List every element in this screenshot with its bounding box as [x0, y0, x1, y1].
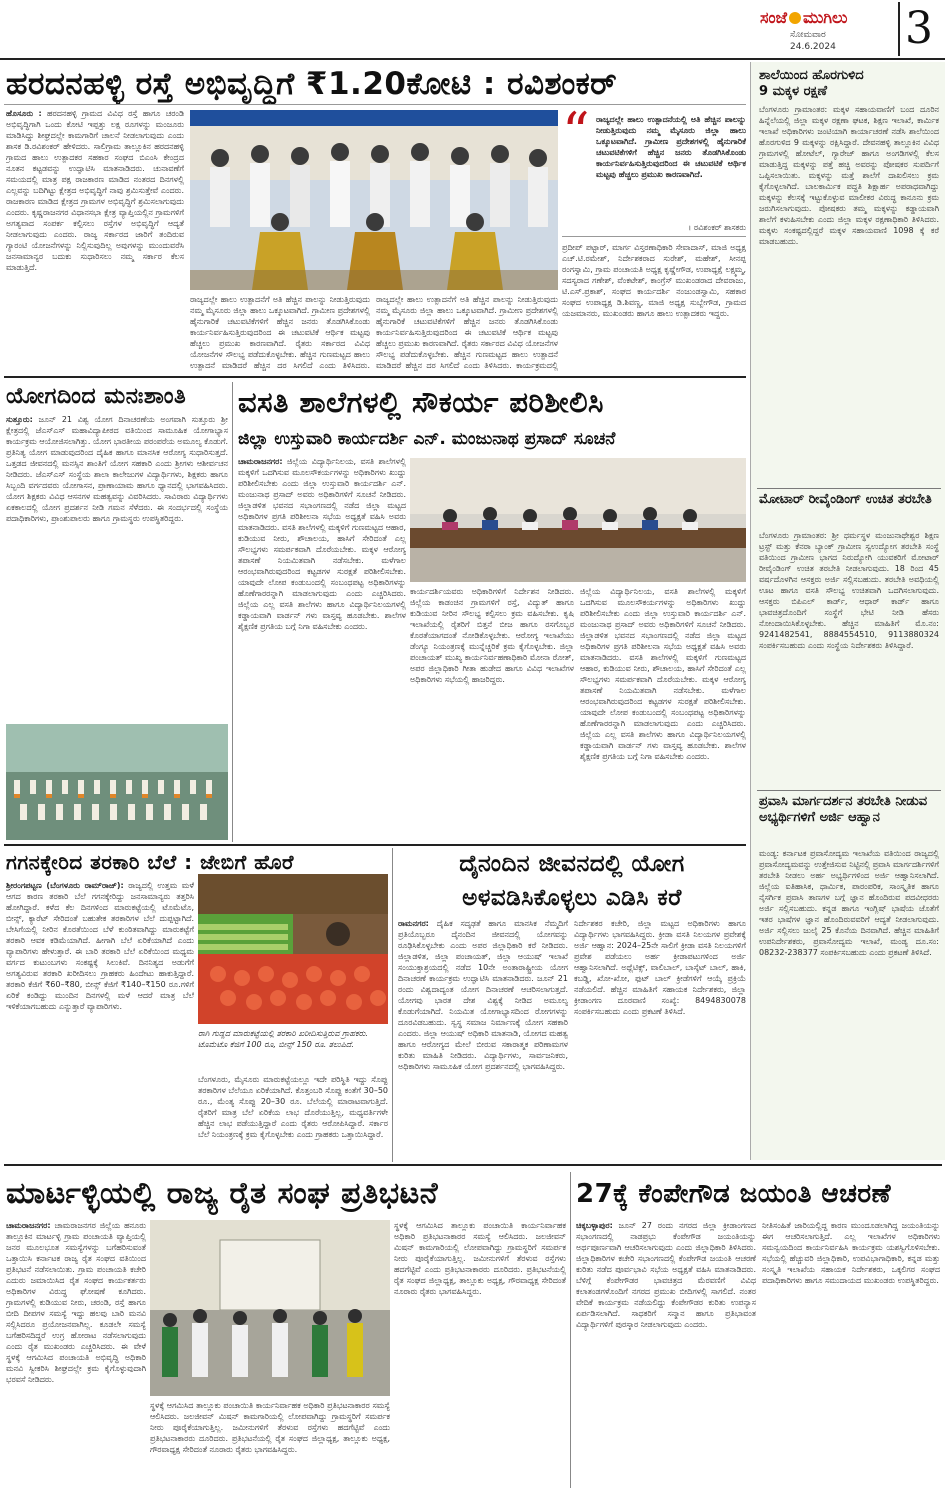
- protest-body-text: ಚಾಮರಾಜನಗರ ಜಿಲ್ಲೆಯ ಹನೂರು ತಾಲ್ಲೂಕಿನ ಮಾರ್ಟಳ್ಳಿ ಗ್ರಾಮ ಪಂಚಾಯತಿ ವ್ಯಾಪ್ತಿಯಲ್ಲಿ ಜನರ ಮೂಲಭೂತ ಸಮಸ್ಯೆಗಳನ್ನು ಬಗೆಹರಿಸುವಂತೆ ಒತ್ತಾಯಿಸಿ ಕರ್ನಾಟಕ ರಾಜ್ಯ ರೈತ ಸಂಘದ ವತಿಯಿಂದ ಪ್ರತಿಭಟನೆ ನಡೆಸಲಾಯಿತು. ಗ್ರಾಮ ಪಂಚಾಯತಿ ಕಚೇರಿ ಎದುರು ಜಮಾಯಿಸಿದ ರೈತ ಸಂಘದ ಕಾರ್ಯಕರ್ತರು ಅಧಿಕಾರಿಗಳ ವಿರುದ್ಧ ಘೋಷಣೆ ಕೂಗಿದರು. ಗ್ರಾಮಗಳಲ್ಲಿ ಕುಡಿಯುವ ನೀರು, ಚರಂಡಿ, ರಸ್ತೆ ಹಾಗೂ ಬೀದಿ ದೀಪಗಳ ಸಮಸ್ಯೆ ಇದ್ದು ಹಲವು ಬಾರಿ ಮನವಿ ಸಲ್ಲಿಸಿದರೂ ಪ್ರಯೋಜನವಾಗಿಲ್ಲ. ಕೂಡಲೇ ಸಮಸ್ಯೆ ಬಗೆಹರಿಸದಿದ್ದರೆ ಉಗ್ರ ಹೋರಾಟ ನಡೆಸಲಾಗುವುದು ಎಂದು ರೈತ ಮುಖಂಡರು ಎಚ್ಚರಿಸಿದರು. ಈ ವೇಳೆ ಸ್ಥಳಕ್ಕೆ ಆಗಮಿಸಿದ ಪಂಚಾಯತಿ ಅಭಿವೃದ್ಧಿ ಅಧಿಕಾರಿ ಮನವಿ ಸ್ವೀಕರಿಸಿ ಶೀಘ್ರದಲ್ಲೇ ಕ್ರಮ ಕೈಗೊಳ್ಳುವುದಾಗಿ ಭರವಸೆ ನೀಡಿದರು.: [6, 1221, 146, 1384]
- protest-body-2: ಸ್ಥಳಕ್ಕೆ ಆಗಮಿಸಿದ ತಾಲ್ಲೂಕು ಪಂಚಾಯಿತಿ ಕಾರ್ಯನಿರ್ವಾಹಕ ಅಧಿಕಾರಿ ಪ್ರತಿಭಟನಾಕಾರರ ಸಮಸ್ಯೆ ಆಲಿಸಿದರು. ಜಲಜೀವನ್ ಮಿಷನ್ ಕಾಮಗಾರಿಯಲ್ಲಿ ಲೋಪವಾಗಿದ್ದು ಗ್ರಾಮಸ್ಥರಿಗೆ ಸಮರ್ಪಕ ನೀರು ಪೂರೈಕೆಯಾಗುತ್ತಿಲ್ಲ. ಜಮೀನುಗಳಿಗೆ ತೆರಳುವ ರಸ್ತೆಗಳು ಹದಗೆಟ್ಟಿವೆ ಎಂದು ಪ್ರತಿಭಟನಾಕಾರರು ದೂರಿದರು. ಪ್ರತಿಭಟನೆಯಲ್ಲಿ ರೈತ ಸಂಘದ ಜಿಲ್ಲಾಧ್ಯಕ್ಷ, ತಾಲ್ಲೂಕು ಅಧ್ಯಕ್ಷ, ಗೌರವಾಧ್ಯಕ್ಷ ಸೇರಿದಂತೆ ನೂರಾರು ರೈತರು ಭಾಗವಹಿಸಿದ್ದರು.: [150, 1401, 390, 1454]
- divider: [757, 790, 941, 791]
- vegetables-body-text: ರಾಜ್ಯದಲ್ಲಿ ಉತ್ತಮ ಮಳೆ ಆಗದ ಕಾರಣ ತರಕಾರಿ ಬೆಲೆ ಗಗನಕ್ಕೇರಿದ್ದು ಜನಸಾಮಾನ್ಯರು ತತ್ತರಿಸಿ ಹೋಗಿದ್ದಾರೆ. ಕಳೆದ ಕೆಲ ದಿನಗಳಿಂದ ಮಾರುಕಟ್ಟೆಯಲ್ಲಿ ಟೊಮೆಟೊ, ಬೀನ್ಸ್, ಕ್ಯಾರೆಟ್ ಸೇರಿದಂತೆ ಬಹುತೇಕ ತರಕಾರಿಗಳ ಬೆಲೆ ದುಪ್ಪಟ್ಟಾಗಿದೆ. ಬೇಸಿಗೆಯಲ್ಲಿ ನೀರಿನ ಕೊರತೆಯಿಂದ ಬೆಳೆ ಕುಂಠಿತವಾಗಿದ್ದು ಮಾರುಕಟ್ಟೆಗೆ ತರಕಾರಿ ಆವಕ ಕಡಿಮೆಯಾಗಿದೆ. ಹೀಗಾಗಿ ಬೆಲೆ ಏರಿಕೆಯಾಗಿದೆ ಎಂದು ವ್ಯಾಪಾರಿಗಳು ಹೇಳುತ್ತಾರೆ. ಈ ಬಾರಿ ತರಕಾರಿ ಬೆಲೆ ಏರಿಕೆಯಿಂದ ಮಧ್ಯಮ ವರ್ಗದ ಕುಟುಂಬಗಳು ಸಂಕಷ್ಟಕ್ಕೆ ಸಿಲುಕಿವೆ. ದಿನನಿತ್ಯದ ಅಡುಗೆಗೆ ಅಗತ್ಯವಿರುವ ತರಕಾರಿ ಖರೀದಿಸಲು ಗ್ರಾಹಕರು ಹಿಂದೇಟು ಹಾಕುತ್ತಿದ್ದಾರೆ. ತರಕಾರಿ ಕೆಜಿಗೆ ₹60–₹80, ಬೀನ್ಸ್ ಕೆಜಿಗೆ ₹140–₹150 ರೂ.ಗಳಿಗೆ ಏರಿಕೆ ಕಂಡಿದ್ದು ಮುಂದಿನ ದಿನಗಳಲ್ಲಿ ಮಳೆ ಆದರೆ ಮಾತ್ರ ಬೆಲೆ ಇಳಿಕೆಯಾಗಬಹುದು ಎನ್ನುತ್ತಾರೆ ವ್ಯಾಪಾರಿಗಳು.: [6, 881, 194, 1011]
- kempegowda-dateline: ಚಿಕ್ಕಬಳ್ಳಾಪುರ:: [576, 1221, 613, 1230]
- quote-icon: “: [562, 110, 590, 164]
- hostel-body-col2: ಕಾರ್ಯದರ್ಶಿಯವರು ಅಧಿಕಾರಿಗಳಿಗೆ ನಿರ್ದೇಶನ ನೀಡಿದರು. ಜಿಲ್ಲೆಯ ಕಾಡಂಚಿನ ಗ್ರಾಮಗಳಿಗೆ ರಸ್ತೆ, ವಿದ್ಯುತ್ ಹಾಗೂ ಕುಡಿಯುವ ನೀರಿನ ಸೌಲಭ್ಯ ಕಲ್ಪಿಸಲು ಕ್ರಮ ವಹಿಸಬೇಕು. ಕೃಷಿ ಇಲಾಖೆಯಲ್ಲಿ ರೈತರಿಗೆ ಬಿತ್ತನೆ ಬೀಜ ಹಾಗೂ ರಸಗೊಬ್ಬರ ಕೊರತೆಯಾಗದಂತೆ ನೋಡಿಕೊಳ್ಳಬೇಕು. ಆರೋಗ್ಯ ಇಲಾಖೆಯು ಡೆಂಗ್ಯೂ ನಿಯಂತ್ರಣಕ್ಕೆ ಮುನ್ನೆಚ್ಚರಿಕೆ ಕ್ರಮ ಕೈಗೊಳ್ಳಬೇಕು. ಜಿಲ್ಲಾ ಪಂಚಾಯತ್ ಮುಖ್ಯ ಕಾರ್ಯನಿರ್ವಹಣಾಧಿಕಾರಿ ಮೋನಾ ರೋತ್, ಅಪರ ಜಿಲ್ಲಾಧಿಕಾರಿ ಗೀತಾ ಹುಡೇದ ಹಾಗೂ ವಿವಿಧ ಇಲಾಖೆಗಳ ಅಧಿಕಾರಿಗಳು ಸಭೆಯಲ್ಲಿ ಹಾಜರಿದ್ದರು.: [410, 587, 574, 684]
- yoga-peace-dateline: ಸುತ್ತೂರು:: [6, 415, 33, 424]
- sidebar-headline-3: ಪ್ರವಾಸಿ ಮಾರ್ಗದರ್ಶನ ತರಬೇತಿ ನೀಡುವ ಅಭ್ಯರ್ಥಿಗಳಿಗೆ ಅರ್ಜಿ ಆಹ್ವಾನ: [759, 794, 928, 825]
- kempegowda-headline: 27ಕ್ಕೆ ಕೆಂಪೇಗೌಡ ಜಯಂತಿ ಆಚರಣೆ: [576, 1179, 892, 1209]
- vegetables-body: [6, 880, 194, 1160]
- kempegowda-body-text: ಜೂನ್ 27 ರಂದು ನಗರದ ಜಿಲ್ಲಾ ಕ್ರೀಡಾಂಗಣದ ಸಭಾಂಗಣದಲ್ಲಿ ನಾಡಪ್ರಭು ಕೆಂಪೇಗೌಡ ಜಯಂತಿಯನ್ನು ಅರ್ಥಪೂರ್ಣವಾಗಿ ಆಚರಿಸಲಾಗುವುದು ಎಂದು ಜಿಲ್ಲಾಧಿಕಾರಿ ತಿಳಿಸಿದರು. ಜಿಲ್ಲಾಧಿಕಾರಿಗಳ ಕಚೇರಿ ಸಭಾಂಗಣದಲ್ಲಿ ಕೆಂಪೇಗೌಡ ಜಯಂತಿ ಆಚರಣೆ ಕುರಿತು ನಡೆದ ಪೂರ್ವಭಾವಿ ಸಭೆಯ ಅಧ್ಯಕ್ಷತೆ ವಹಿಸಿ ಮಾತನಾಡಿದರು. ಬೆಳಿಗ್ಗೆ ಕೆಂಪೇಗೌಡರ ಭಾವಚಿತ್ರದ ಮೆರವಣಿಗೆ ವಿವಿಧ ಕಲಾತಂಡಗಳೊಂದಿಗೆ ನಗರದ ಪ್ರಮುಖ ಬೀದಿಗಳಲ್ಲಿ ಸಾಗಲಿದೆ. ನಂತರ ವೇದಿಕೆ ಕಾರ್ಯಕ್ರಮ ನಡೆಯಲಿದ್ದು ಕೆಂಪೇಗೌಡರ ಕುರಿತು ಉಪನ್ಯಾಸ ಏರ್ಪಡಿಸಲಾಗಿದೆ. ಸಾಧಕರಿಗೆ ಸನ್ಮಾನ ಹಾಗೂ ಪ್ರತಿಭಾವಂತ ವಿದ್ಯಾರ್ಥಿಗಳಿಗೆ ಪುರಸ್ಕಾರ ನೀಡಲಾಗುವುದು ಎಂದರು.: [576, 1221, 756, 1329]
- divider: [562, 236, 746, 237]
- road-col3: ಪ್ರದೀಪ್ ಪಟ್ಟಾರ್, ಮಾರ್ಗ ವಿಸ್ತರಣಾಧಿಕಾರಿ ಸೇವಾದಾಸ್, ಮಾಜಿ ಅಧ್ಯಕ್ಷ ಎಚ್.ಟಿ.ರಮೇಶ್, ನಿರ್ದೇಶಕರಾದ ಸುರೇಶ್, ಮಹೇಶ್, ಸೀನಪ್ಪ ರಂಗಸ್ವಾಮಿ, ಗ್ರಾಮ ಪಂಚಾಯತಿ ಅಧ್ಯಕ್ಷ ಕೃಷ್ಣೇಗೌಡ, ಉಪಾಧ್ಯಕ್ಷೆ ಲಕ್ಷ್ಮಮ್ಮ, ಸದಸ್ಯರಾದ ಗಣೇಶ್, ವೆಂಕಟೇಶ್, ಕಾಂಗ್ರೆಸ್ ಮುಖಂಡರಾದ ದೇವರಾಜು, ಟಿ.ಎಸ್.ಪ್ರಕಾಶ್, ಸಂಘದ ಕಾರ್ಯದರ್ಶಿ ನಂಜುಂಡಸ್ವಾಮಿ, ಸಹಕಾರ ಸಂಘದ ಉಪಾಧ್ಯಕ್ಷ ಡಿ.ಶಿವಣ್ಣ, ಮಾಜಿ ಅಧ್ಯಕ್ಷ ಸುಬ್ಬೇಗೌಡ, ಗ್ರಾಮದ ಯಜಮಾನರು, ಮುಖಂಡರು ಹಾಗೂ ಹಾಲು ಉತ್ಪಾದಕರು ಇದ್ದರು.: [562, 243, 746, 318]
- newspaper-logo: [760, 8, 890, 30]
- vegetables-photo: [198, 874, 388, 1024]
- protest-headline: ಮಾರ್ಟಳ್ಳಿಯಲ್ಲಿ ರಾಜ್ಯ ರೈತ ಸಂಘ ಪ್ರತಿಭಟನೆ: [6, 1176, 439, 1211]
- meeting-illustration: [410, 458, 746, 582]
- sidebar-body-1: ಬೆಂಗಳೂರು ಗ್ರಾಮಾಂತರ: ಮಕ್ಕಳ ಸಹಾಯವಾಣಿಗೆ ಬಂದ ದೂರಿನ ಹಿನ್ನೆಲೆಯಲ್ಲಿ ಜಿಲ್ಲಾ ಮಕ್ಕಳ ರಕ್ಷಣಾ ಘಟಕ, ಶಿಕ್ಷಣ ಇಲಾಖೆ, ಕಾರ್ಮಿಕ ಇಲಾಖೆ ಅಧಿಕಾರಿಗಳು ಜಂಟಿಯಾಗಿ ಕಾರ್ಯಾಚರಣೆ ನಡೆಸಿ ಶಾಲೆಯಿಂದ ಹೊರಗುಳಿದ 9 ಮಕ್ಕಳನ್ನು ರಕ್ಷಿಸಿದ್ದಾರೆ. ದೇವನಹಳ್ಳಿ ತಾಲ್ಲೂಕಿನ ವಿವಿಧ ಗ್ರಾಮಗಳಲ್ಲಿ ಹೋಟೆಲ್, ಗ್ಯಾರೇಜ್ ಹಾಗೂ ಅಂಗಡಿಗಳಲ್ಲಿ ಕೆಲಸ ಮಾಡುತ್ತಿದ್ದ ಮಕ್ಕಳನ್ನು ಪತ್ತೆ ಹಚ್ಚಿ ಅವರನ್ನು ಪೋಷಕರ ಸುಪರ್ದಿಗೆ ಒಪ್ಪಿಸಲಾಯಿತು. ಮಕ್ಕಳನ್ನು ಮತ್ತೆ ಶಾಲೆಗೆ ದಾಖಲಿಸಲು ಕ್ರಮ ಕೈಗೊಳ್ಳಲಾಗಿದೆ. ಬಾಲಕಾರ್ಮಿಕ ಪದ್ಧತಿ ಶಿಕ್ಷಾರ್ಹ ಅಪರಾಧವಾಗಿದ್ದು ಮಕ್ಕಳನ್ನು ಕೆಲಸಕ್ಕೆ ಇಟ್ಟುಕೊಳ್ಳುವ ಮಾಲೀಕರ ವಿರುದ್ಧ ಕಾನೂನು ಕ್ರಮ ಜರುಗಿಸಲಾಗುವುದು. ಪೋಷಕರು ತಮ್ಮ ಮಕ್ಕಳನ್ನು ಕಡ್ಡಾಯವಾಗಿ ಶಾಲೆಗೆ ಕಳುಹಿಸಬೇಕು ಎಂದು ಜಿಲ್ಲಾ ಮಕ್ಕಳ ರಕ್ಷಣಾಧಿಕಾರಿ ತಿಳಿಸಿದರು. ಮಕ್ಕಳು ಸಂಕಷ್ಟದಲ್ಲಿದ್ದರೆ ಮಕ್ಕಳ ಸಹಾಯವಾಣಿ 1098 ಕ್ಕೆ ಕರೆ ಮಾಡಬಹುದು.: [759, 105, 939, 246]
- vegetables-dateline: ಶ್ರೀರಂಗಪಟ್ಟಣ (ಬೆಂಗಳೂರು ರಾಮ್‌ರಾಜ್):: [6, 881, 124, 890]
- sun-icon: [789, 12, 801, 24]
- hostel-headline: ವಸತಿ ಶಾಲೆಗಳಲ್ಲಿ ಸೌಕರ್ಯ ಪರಿಶೀಲಿಸಿ: [238, 385, 604, 419]
- divider: [392, 848, 393, 1162]
- road-continued-2: ರಾಜ್ಯದಲ್ಲೇ ಹಾಲು ಉತ್ಪಾದನೆಗೆ ಅತಿ ಹೆಚ್ಚಿನ ಪಾಲನ್ನು ನೀಡುತ್ತಿರುವುದು ನಮ್ಮ ಮೈಸೂರು ಜಿಲ್ಲಾ ಹಾಲು ಒಕ್ಕೂಟವಾಗಿದೆ. ಗ್ರಾಮೀಣ ಪ್ರದೇಶಗಳಲ್ಲಿ ಹೈನುಗಾರಿಕೆ ಚಟುವಟಿಕೆಗಳಿಗೆ ಹೆಚ್ಚಿನ ಜನರು ತೊಡಗಿಸಿಕೊಂಡು ಕಾರ್ಯನಿರ್ವಹಿಸುತ್ತಿರುವುದರಿಂದ ಈ ಚಟುವಟಿಕೆ ಆರ್ಥಿಕ ಮಟ್ಟವು ಹೆಚ್ಚಲು ಪ್ರಮುಖ ಕಾರಣವಾಗಿದೆ. ರೈತರು ಸರ್ಕಾರದ ವಿವಿಧ ಯೋಜನೆಗಳ ಸೌಲಭ್ಯ ಪಡೆದುಕೊಳ್ಳಬೇಕು. ಹೆಚ್ಚಿನ ಗುಣಮಟ್ಟದ ಹಾಲು ಉತ್ಪಾದನೆ ಮಾಡಿದರೆ ಹೆಚ್ಚಿನ ದರ ಸಿಗಲಿದೆ ಎಂದು ತಿಳಿಸಿದರು. ಕಾರ್ಯಕ್ರಮದಲ್ಲಿ: [376, 295, 558, 370]
- hostel-body-text: ಜಿಲ್ಲೆಯ ವಿದ್ಯಾರ್ಥಿನಿಲಯ, ವಸತಿ ಶಾಲೆಗಳಲ್ಲಿ ಮಕ್ಕಳಿಗೆ ಒದಗಿಸುವ ಮೂಲಸೌಕರ್ಯಗಳನ್ನು ಅಧಿಕಾರಿಗಳು ಖುದ್ದು ಪರಿಶೀಲಿಸಬೇಕು ಎಂದು ಜಿಲ್ಲಾ ಉಸ್ತುವಾರಿ ಕಾರ್ಯದರ್ಶಿ ಎನ್. ಮಂಜುನಾಥ ಪ್ರಸಾದ್ ಅವರು ಅಧಿಕಾರಿಗಳಿಗೆ ಸೂಚನೆ ನೀಡಿದರು. ಜಿಲ್ಲಾಡಳಿತ ಭವನದ ಸಭಾಂಗಣದಲ್ಲಿ ನಡೆದ ಜಿಲ್ಲಾ ಮಟ್ಟದ ಅಧಿಕಾರಿಗಳ ಪ್ರಗತಿ ಪರಿಶೀಲನಾ ಸಭೆಯ ಅಧ್ಯಕ್ಷತೆ ವಹಿಸಿ ಅವರು ಮಾತನಾಡಿದರು. ವಸತಿ ಶಾಲೆಗಳಲ್ಲಿ ಮಕ್ಕಳಿಗೆ ಗುಣಮಟ್ಟದ ಆಹಾರ, ಕುಡಿಯುವ ನೀರು, ಶೌಚಾಲಯ, ಹಾಸಿಗೆ ಸೇರಿದಂತೆ ಎಲ್ಲ ಸೌಲಭ್ಯಗಳು ಸಮರ್ಪಕವಾಗಿ ದೊರೆಯಬೇಕು. ಮಕ್ಕಳ ಆರೋಗ್ಯ ತಪಾಸಣೆ ನಿಯಮಿತವಾಗಿ ನಡೆಸಬೇಕು. ಮಳೆಗಾಲ ಆರಂಭವಾಗಿರುವುದರಿಂದ ಕಟ್ಟಡಗಳ ಸುರಕ್ಷತೆ ಪರಿಶೀಲಿಸಬೇಕು. ಯಾವುದೇ ಲೋಪ ಕಂಡುಬಂದಲ್ಲಿ ಸಂಬಂಧಪಟ್ಟ ಅಧಿಕಾರಿಗಳನ್ನು ಹೊಣೆಗಾರರನ್ನಾಗಿ ಮಾಡಲಾಗುವುದು ಎಂದು ಎಚ್ಚರಿಸಿದರು. ಜಿಲ್ಲೆಯ ಎಲ್ಲ ವಸತಿ ಶಾಲೆಗಳು ಹಾಗೂ ವಿದ್ಯಾರ್ಥಿನಿಲಯಗಳಲ್ಲಿ ಕಡ್ಡಾಯವಾಗಿ ವಾರ್ಡನ್ ಗಳು ವಾಸ್ತವ್ಯ ಹೂಡಬೇಕು. ಶಾಲೆಗಳ ಶೈಕ್ಷಣಿಕ ಪ್ರಗತಿಯ ಬಗ್ಗೆ ನಿಗಾ ವಹಿಸಬೇಕು ಎಂದರು.: [238, 457, 406, 631]
- kempegowda-body-2: ನೀತಿಸಂಹಿತೆ ಜಾರಿಯಲ್ಲಿದ್ದ ಕಾರಣ ಮುಂದೂಡಲಾಗಿದ್ದ ಜಯಂತಿಯನ್ನು ಈಗ ಆಚರಿಸಲಾಗುತ್ತಿದೆ. ಎಲ್ಲ ಇಲಾಖೆಗಳ ಅಧಿಕಾರಿಗಳು ಸಮನ್ವಯದಿಂದ ಕಾರ್ಯನಿರ್ವಹಿಸಿ ಕಾರ್ಯಕ್ರಮ ಯಶಸ್ವಿಗೊಳಿಸಬೇಕು. ಸಭೆಯಲ್ಲಿ ಹೆಚ್ಚುವರಿ ಜಿಲ್ಲಾಧಿಕಾರಿ, ಉಪವಿಭಾಗಾಧಿಕಾರಿ, ಕನ್ನಡ ಮತ್ತು ಸಂಸ್ಕೃತಿ ಇಲಾಖೆಯ ಸಹಾಯಕ ನಿರ್ದೇಶಕರು, ಒಕ್ಕಲಿಗರ ಸಂಘದ ಪದಾಧಿಕಾರಿಗಳು ಹಾಗೂ ಸಮುದಾಯದ ಮುಖಂಡರು ಉಪಸ್ಥಿತರಿದ್ದರು.: [762, 1221, 940, 1285]
- issue-date: 24.6.2024: [790, 42, 836, 52]
- masthead: [0, 0, 945, 60]
- vegetable-stall-illustration: [198, 874, 388, 1024]
- road-continued: ರಾಜ್ಯದಲ್ಲೇ ಹಾಲು ಉತ್ಪಾದನೆಗೆ ಅತಿ ಹೆಚ್ಚಿನ ಪಾಲನ್ನು ನೀಡುತ್ತಿರುವುದು ನಮ್ಮ ಮೈಸೂರು ಜಿಲ್ಲಾ ಹಾಲು ಒಕ್ಕೂಟವಾಗಿದೆ. ಗ್ರಾಮೀಣ ಪ್ರದೇಶಗಳಲ್ಲಿ ಹೈನುಗಾರಿಕೆ ಚಟುವಟಿಕೆಗಳಿಗೆ ಹೆಚ್ಚಿನ ಜನರು ತೊಡಗಿಸಿಕೊಂಡು ಕಾರ್ಯನಿರ್ವಹಿಸುತ್ತಿರುವುದರಿಂದ ಈ ಚಟುವಟಿಕೆ ಆರ್ಥಿಕ ಮಟ್ಟವು ಹೆಚ್ಚಲು ಪ್ರಮುಖ ಕಾರಣವಾಗಿದೆ. ರೈತರು ಸರ್ಕಾರದ ವಿವಿಧ ಯೋಜನೆಗಳ ಸೌಲಭ್ಯ ಪಡೆದುಕೊಳ್ಳಬೇಕು. ಹೆಚ್ಚಿನ ಗುಣಮಟ್ಟದ ಹಾಲು ಉತ್ಪಾದನೆ ಮಾಡಿದರೆ ಹೆಚ್ಚಿನ ದರ ಸಿಗಲಿದೆ ಎಂದು ತಿಳಿಸಿದರು.: [190, 295, 370, 370]
- road-dateline: ಹೊಸೂರು :: [6, 109, 42, 118]
- vegetables-body-2: ಬೆಂಗಳೂರು, ಮೈಸೂರು ಮಾರುಕಟ್ಟೆಯಲ್ಲೂ ಇದೇ ಪರಿಸ್ಥಿತಿ ಇದ್ದು ಸೊಪ್ಪು ತರಕಾರಿಗಳ ಬೆಲೆಯೂ ಏರಿಕೆಯಾಗಿದೆ. ಕೊತ್ತಂಬರಿ ಸೊಪ್ಪು ಕಂತೆಗೆ 30–50 ರೂ., ಮೆಂತ್ಯ ಸೊಪ್ಪು 20–30 ರೂ. ಬೆಲೆಯಲ್ಲಿ ಮಾರಾಟವಾಗುತ್ತಿದೆ. ರೈತರಿಗೆ ಮಾತ್ರ ಬೆಲೆ ಏರಿಕೆಯ ಲಾಭ ದೊರೆಯುತ್ತಿಲ್ಲ, ಮಧ್ಯವರ್ತಿಗಳೇ ಹೆಚ್ಚಿನ ಲಾಭ ಪಡೆಯುತ್ತಿದ್ದಾರೆ ಎಂದು ರೈತರು ಆರೋಪಿಸಿದ್ದಾರೆ. ಸರ್ಕಾರ ಬೆಲೆ ನಿಯಂತ್ರಣಕ್ಕೆ ಕ್ರಮ ಕೈಗೊಳ್ಳಬೇಕು ಎಂದು ಗ್ರಾಹಕರು ಒತ್ತಾಯಿಸಿದ್ದಾರೆ.: [198, 1075, 388, 1139]
- quote-text: ರಾಜ್ಯದಲ್ಲೇ ಹಾಲು ಉತ್ಪಾದನೆಯಲ್ಲಿ ಅತಿ ಹೆಚ್ಚಿನ ಪಾಲನ್ನು ನೀಡುತ್ತಿರುವುದು ನಮ್ಮ ಮೈಸೂರು ಜಿಲ್ಲಾ ಹಾಲು ಒಕ್ಕೂಟವಾಗಿದೆ. ಗ್ರಾಮೀಣ ಪ್ರದೇಶಗಳಲ್ಲಿ ಹೈನುಗಾರಿಕೆ ಚಟುವಟಿಕೆಗಳಿಗೆ ಹೆಚ್ಚಿನ ಜನರು ತೊಡಗಿಸಿಕೊಂಡು ಕಾರ್ಯನಿರ್ವಹಿಸುತ್ತಿರುವುದರಿಂದ ಈ ಚಟುವಟಿಕೆ ಆರ್ಥಿಕ ಮಟ್ಟವು ಹೆಚ್ಚಲು ಪ್ರಮುಖ ಕಾರಣವಾಗಿದೆ.: [596, 115, 746, 179]
- hostel-dateline: ಚಾಮರಾಜನಗರ:: [238, 457, 283, 466]
- sidebar-headline-2: ಮೋಟಾರ್ ರೀವೈಂಡಿಂಗ್ ಉಚಿತ ತರಬೇತಿ: [759, 492, 932, 507]
- quote-author: । ರವಿಶಂಕರ್ ಶಾಸಕರು: [688, 223, 746, 232]
- yoga-daily-body: [398, 918, 568, 1160]
- yoga-crowd-illustration: [6, 724, 228, 840]
- sidebar-body-3: ಮಂಡ್ಯ: ಕರ್ನಾಟಕ ಪ್ರವಾಸೋದ್ಯಮ ಇಲಾಖೆಯ ವತಿಯಿಂದ ರಾಜ್ಯದಲ್ಲಿ ಪ್ರವಾಸೋದ್ಯಮವನ್ನು ಉತ್ತೇಜಿಸುವ ನಿಟ್ಟಿನಲ್ಲಿ ಪ್ರವಾಸಿ ಮಾರ್ಗದರ್ಶಿಗಳಿಗೆ ತರಬೇತಿ ನೀಡಲು ಅರ್ಹ ಅಭ್ಯರ್ಥಿಗಳಿಂದ ಅರ್ಜಿ ಆಹ್ವಾನಿಸಲಾಗಿದೆ. ಜಿಲ್ಲೆಯ ಐತಿಹಾಸಿಕ, ಧಾರ್ಮಿಕ, ಪಾರಂಪರಿಕ, ಸಾಂಸ್ಕೃತಿಕ ಹಾಗೂ ನೈಸರ್ಗಿಕ ಪ್ರವಾಸಿ ತಾಣಗಳ ಬಗ್ಗೆ ಜ್ಞಾನ ಹೊಂದಿರುವ ಪದವೀಧರರು ಅರ್ಜಿ ಸಲ್ಲಿಸಬಹುದು. ಕನ್ನಡ ಹಾಗೂ ಇಂಗ್ಲಿಷ್ ಭಾಷೆಯ ಜೊತೆಗೆ ಇತರ ಭಾಷೆಗಳ ಜ್ಞಾನ ಹೊಂದಿರುವವರಿಗೆ ಆದ್ಯತೆ ನೀಡಲಾಗುವುದು. ಅರ್ಜಿ ಸಲ್ಲಿಸಲು ಜುಲೈ 25 ಕೊನೆಯ ದಿನವಾಗಿದೆ. ಹೆಚ್ಚಿನ ಮಾಹಿತಿಗೆ ಉಪನಿರ್ದೇಶಕರು, ಪ್ರವಾಸೋದ್ಯಮ ಇಲಾಖೆ, ಮಂಡ್ಯ ದೂ.ಸಂ: 08232-238377 ಸಂಪರ್ಕಿಸಬಹುದು ಎಂದು ಪ್ರಕಟಣೆ ತಿಳಿಸಿದೆ.: [759, 849, 939, 957]
- divider: [4, 104, 746, 105]
- protest-dateline: ಚಾಮರಾಜನಗರ:: [6, 1221, 51, 1230]
- logo-right-text: ಮುಗಿಲು: [802, 8, 848, 27]
- vegetables-headline: ಗಗನಕ್ಕೇರಿದ ತರಕಾರಿ ಬೆಲೆ : ಜೇಬಿಗೆ ಹೊರೆ: [6, 850, 294, 874]
- sidebar-headline-1a: ಶಾಲೆಯಿಂದ ಹೊರಗುಳಿದ: [759, 68, 864, 83]
- yoga-daily-headline-line1: ದೈನಂದಿನ ಜೀವನದಲ್ಲಿ ಯೋಗ: [459, 851, 685, 877]
- divider: [4, 376, 746, 378]
- yoga-daily-body-text: ದೈಹಿಕ ಸದೃಢತೆ ಹಾಗೂ ಮಾನಸಿಕ ನೆಮ್ಮದಿಗೆ ಪ್ರತಿಯೊಬ್ಬರೂ ದೈನಂದಿನ ಜೀವನದಲ್ಲಿ ಯೋಗವನ್ನು ರೂಢಿಸಿಕೊಳ್ಳಬೇಕು ಎಂದು ಅಪರ ಜಿಲ್ಲಾಧಿಕಾರಿ ಕರೆ ನೀಡಿದರು. ಜಿಲ್ಲಾಡಳಿತ, ಜಿಲ್ಲಾ ಪಂಚಾಯತ್, ಜಿಲ್ಲಾ ಆಯುಷ್ ಇಲಾಖೆ ಸಂಯುಕ್ತಾಶ್ರಯದಲ್ಲಿ ನಡೆದ 10ನೇ ಅಂತಾರಾಷ್ಟ್ರೀಯ ಯೋಗ ದಿನಾಚರಣೆ ಕಾರ್ಯಕ್ರಮ ಉದ್ಘಾಟಿಸಿ ಮಾತನಾಡಿದರು. ಜೂನ್ 21 ರಂದು ವಿಶ್ವದಾದ್ಯಂತ ಯೋಗ ದಿನಾಚರಣೆ ಆಚರಿಸಲಾಗುತ್ತದೆ. ಯೋಗವು ಭಾರತ ದೇಶ ವಿಶ್ವಕ್ಕೆ ನೀಡಿದ ಅಮೂಲ್ಯ ಕೊಡುಗೆಯಾಗಿದೆ. ನಿಯಮಿತ ಯೋಗಾಭ್ಯಾಸದಿಂದ ರೋಗಗಳನ್ನು ದೂರವಿಡಬಹುದು. ಸ್ವಸ್ಥ ಸಮಾಜ ನಿರ್ಮಾಣಕ್ಕೆ ಯೋಗ ಸಹಕಾರಿ ಎಂದರು. ಜಿಲ್ಲಾ ಆಯುಷ್ ಅಧಿಕಾರಿ ಮಾತನಾಡಿ, ಯೋಗದ ಮಹತ್ವ ಹಾಗೂ ಆರೋಗ್ಯದ ಮೇಲೆ ಬೀರುವ ಸಕಾರಾತ್ಮಕ ಪರಿಣಾಮಗಳ ಕುರಿತು ಮಾಹಿತಿ ನೀಡಿದರು. ವಿದ್ಯಾರ್ಥಿಗಳು, ಸಾರ್ವಜನಿಕರು, ಅಧಿಕಾರಿಗಳು ಸಾಮೂಹಿಕ ಯೋಗ ಪ್ರದರ್ಶನದಲ್ಲಿ ಭಾಗವಹಿಸಿದ್ದರು.: [398, 919, 568, 1071]
- page-number: 3: [898, 2, 938, 56]
- protest-illustration: [150, 1220, 390, 1396]
- sidebar-body-2: ಬೆಂಗಳೂರು ಗ್ರಾಮಾಂತರ: ಶ್ರೀ ಧರ್ಮಸ್ಥಳ ಮಂಜುನಾಥೇಶ್ವರ ಶಿಕ್ಷಣ ಟ್ರಸ್ಟ್ ಮತ್ತು ಕೆನರಾ ಬ್ಯಾಂಕ್ ಗ್ರಾಮೀಣ ಸ್ವಉದ್ಯೋಗ ತರಬೇತಿ ಸಂಸ್ಥೆ ವತಿಯಿಂದ ಗ್ರಾಮೀಣ ಭಾಗದ ನಿರುದ್ಯೋಗಿ ಯುವಕರಿಗೆ ಮೋಟಾರ್ ರೀವೈಂಡಿಂಗ್ ಉಚಿತ ತರಬೇತಿ ನೀಡಲಾಗುವುದು. 18 ರಿಂದ 45 ವರ್ಷದೊಳಗಿನ ಆಸಕ್ತರು ಅರ್ಜಿ ಸಲ್ಲಿಸಬಹುದು. ತರಬೇತಿ ಅವಧಿಯಲ್ಲಿ ಊಟ ಹಾಗೂ ವಸತಿ ಸೌಲಭ್ಯ ಉಚಿತವಾಗಿ ಒದಗಿಸಲಾಗುವುದು. ಆಸಕ್ತರು ಬಿಪಿಎಲ್ ಕಾರ್ಡ್, ಆಧಾರ್ ಕಾರ್ಡ್ ಹಾಗೂ ಭಾವಚಿತ್ರದೊಂದಿಗೆ ಸಂಸ್ಥೆಗೆ ಭೇಟಿ ನೀಡಿ ಹೆಸರು ನೋಂದಾಯಿಸಿಕೊಳ್ಳಬೇಕು. ಹೆಚ್ಚಿನ ಮಾಹಿತಿಗೆ ಮೊ.ನಂ: 9241482541, 8884554510, 9113880324 ಸಂಪರ್ಕಿಸಬಹುದು ಎಂದು ಸಂಸ್ಥೆಯ ನಿರ್ದೇಶಕರು ತಿಳಿಸಿದ್ದಾರೆ.: [759, 531, 939, 650]
- yoga-daily-dateline: ರಾಮನಗರ:: [398, 919, 429, 928]
- divider: [757, 488, 941, 489]
- divider: [232, 382, 233, 842]
- road-body-text: ಹರದನಹಳ್ಳಿ ಗ್ರಾಮದ ವಿವಿಧ ರಸ್ತೆ ಹಾಗೂ ಚರಂಡಿ ಅಭಿವೃದ್ಧಿಗಾಗಿ ಒಂದು ಕೋಟಿ ಇಪ್ಪತ್ತು ಲಕ್ಷ ರೂಗಳನ್ನು ಮಂಜೂರು ಮಾಡಿಸಿದ್ದು ಶೀಘ್ರದಲ್ಲೇ ಕಾಮಗಾರಿಗೆ ಚಾಲನೆ ನೀಡಲಾಗುವುದು ಎಂದು ಶಾಸಕ ಡಿ.ರವಿಶಂಕರ್ ಹೇಳಿದರು. ಸಾಲಿಗ್ರಾಮ ತಾಲ್ಲೂಕಿನ ಹರದನಹಳ್ಳಿ ಗ್ರಾಮದ ಹಾಲು ಉತ್ಪಾದಕರ ಸಹಕಾರ ಸಂಘದ ಬಿಎಂಸಿ ಕೇಂದ್ರದ ನೂತನ ಕಟ್ಟಡವನ್ನು ಉದ್ಘಾಟಿಸಿ ಮಾತನಾಡಿದರು. ಚುನಾವಣೆಗೆ ಸಮಯದಲ್ಲಿ ಮಾತ್ರ ಪಕ್ಷ ರಾಜಕಾರಣ ಮಾಡಿದ ನಂತರದ ದಿನಗಳಲ್ಲಿ ಎಲ್ಲವನ್ನು ಬದಿಗಿಟ್ಟು ಕ್ಷೇತ್ರದ ಅಭಿವೃದ್ಧಿಗೆ ನಾವು ಶ್ರಮಿಸುತ್ತೇವೆ ಎಂದರು. ರಾಜಕಾರಣ ಮಾಡಿದ ಕ್ಷೇತ್ರದ ಗ್ರಾಮಗಳ ಅಭಿವೃದ್ಧಿಗೆ ಶ್ರಮಿಸಲಾಗುವುದು ಎಂದರು. ಕೃಷ್ಣರಾಜನಗರ ವಿಧಾನಸಭಾ ಕ್ಷೇತ್ರ ವ್ಯಾಪ್ತಿಯಲ್ಲಿನ ಗ್ರಾಮಗಳಿಗೆ ಅಗತ್ಯವಾದ ಸಂಪರ್ಕ ಕಲ್ಪಿಸಲು ರಸ್ತೆಗಳ ಅಭಿವೃದ್ಧಿಗೆ ಆದ್ಯತೆ ನೀಡಲಾಗುವುದು ಎಂದರು. ರಾಜ್ಯ ಸರ್ಕಾರದ ಜಾರಿಗೆ ತಂದಿರುವ ಗ್ಯಾರಂಟಿ ಯೋಜನೆಗಳನ್ನು ನಿಲ್ಲಿಸುವುದಿಲ್ಲ ಅವುಗಳನ್ನು ಮುಂದುವರೆಸಿ ಜನಸಾಮಾನ್ಯರ ಬದುಕು ಸುಧಾರಿಸಲು ನಮ್ಮ ಸರ್ಕಾರ ಕೆಲಸ ಮಾಡುತ್ತಿದೆ.: [6, 109, 184, 272]
- divider: [4, 1164, 942, 1166]
- hostel-subhead: ಜಿಲ್ಲಾ ಉಸ್ತುವಾರಿ ಕಾರ್ಯದರ್ಶಿ ಎನ್. ಮಂಜುನಾಥ ಪ್ರಸಾದ್ ಸೂಚನೆ: [238, 429, 616, 449]
- vegetables-caption: ರಾಗಿ ಗುಡ್ಡದ ಮಾರುಕಟ್ಟೆಯಲ್ಲಿ ತರಕಾರಿ ಖರೀದಿಸುತ್ತಿರುವ ಗ್ರಾಹಕರು. ಟೊಮೆಟೊ ಕೆಜಿಗೆ 100 ರೂ, ಬೀನ್ಸ್ 150 ರೂ. ತಲುಪಿದೆ.: [198, 1029, 368, 1049]
- kempegowda-body: [576, 1220, 756, 1486]
- hostel-body-col3: ಜಿಲ್ಲೆಯ ವಿದ್ಯಾರ್ಥಿನಿಲಯ, ವಸತಿ ಶಾಲೆಗಳಲ್ಲಿ ಮಕ್ಕಳಿಗೆ ಒದಗಿಸುವ ಮೂಲಸೌಕರ್ಯಗಳನ್ನು ಅಧಿಕಾರಿಗಳು ಖುದ್ದು ಪರಿಶೀಲಿಸಬೇಕು ಎಂದು ಜಿಲ್ಲಾ ಉಸ್ತುವಾರಿ ಕಾರ್ಯದರ್ಶಿ ಎನ್. ಮಂಜುನಾಥ ಪ್ರಸಾದ್ ಅವರು ಅಧಿಕಾರಿಗಳಿಗೆ ಸೂಚನೆ ನೀಡಿದರು. ಜಿಲ್ಲಾಡಳಿತ ಭವನದ ಸಭಾಂಗಣದಲ್ಲಿ ನಡೆದ ಜಿಲ್ಲಾ ಮಟ್ಟದ ಅಧಿಕಾರಿಗಳ ಪ್ರಗತಿ ಪರಿಶೀಲನಾ ಸಭೆಯ ಅಧ್ಯಕ್ಷತೆ ವಹಿಸಿ ಅವರು ಮಾತನಾಡಿದರು. ವಸತಿ ಶಾಲೆಗಳಲ್ಲಿ ಮಕ್ಕಳಿಗೆ ಗುಣಮಟ್ಟದ ಆಹಾರ, ಕುಡಿಯುವ ನೀರು, ಶೌಚಾಲಯ, ಹಾಸಿಗೆ ಸೇರಿದಂತೆ ಎಲ್ಲ ಸೌಲಭ್ಯಗಳು ಸಮರ್ಪಕವಾಗಿ ದೊರೆಯಬೇಕು. ಮಕ್ಕಳ ಆರೋಗ್ಯ ತಪಾಸಣೆ ನಿಯಮಿತವಾಗಿ ನಡೆಸಬೇಕು. ಮಳೆಗಾಲ ಆರಂಭವಾಗಿರುವುದರಿಂದ ಕಟ್ಟಡಗಳ ಸುರಕ್ಷತೆ ಪರಿಶೀಲಿಸಬೇಕು. ಯಾವುದೇ ಲೋಪ ಕಂಡುಬಂದಲ್ಲಿ ಸಂಬಂಧಪಟ್ಟ ಅಧಿಕಾರಿಗಳನ್ನು ಹೊಣೆಗಾರರನ್ನಾಗಿ ಮಾಡಲಾಗುವುದು ಎಂದು ಎಚ್ಚರಿಸಿದರು. ಜಿಲ್ಲೆಯ ಎಲ್ಲ ವಸತಿ ಶಾಲೆಗಳು ಹಾಗೂ ವಿದ್ಯಾರ್ಥಿನಿಲಯಗಳಲ್ಲಿ ಕಡ್ಡಾಯವಾಗಿ ವಾರ್ಡನ್ ಗಳು ವಾಸ್ತವ್ಯ ಹೂಡಬೇಕು. ಶಾಲೆಗಳ ಶೈಕ್ಷಣಿಕ ಪ್ರಗತಿಯ ಬಗ್ಗೆ ನಿಗಾ ವಹಿಸಬೇಕು ಎಂದರು.: [580, 587, 746, 761]
- group-photo-illustration: [190, 110, 558, 290]
- yoga-peace-body: [6, 414, 228, 720]
- yoga-peace-photo: [6, 724, 228, 840]
- yoga-peace-body-text: ಜೂನ್ 21 ವಿಶ್ವ ಯೋಗ ದಿನಾಚರಣೆಯ ಅಂಗವಾಗಿ ಸುತ್ತೂರು ಶ್ರೀ ಕ್ಷೇತ್ರದಲ್ಲಿ ಜೆಎಸ್‌ಎಸ್ ಮಹಾವಿದ್ಯಾಪೀಠದ ವತಿಯಿಂದ ಸಾಮೂಹಿಕ ಯೋಗಾಭ್ಯಾಸ ಕಾರ್ಯಕ್ರಮ ಆಯೋಜಿಸಲಾಗಿತ್ತು. ಯೋಗ ಭಾರತೀಯ ಪರಂಪರೆಯ ಅಮೂಲ್ಯ ಕೊಡುಗೆ. ಪ್ರತಿನಿತ್ಯ ಯೋಗ ಮಾಡುವುದರಿಂದ ದೈಹಿಕ ಹಾಗೂ ಮಾನಸಿಕ ಆರೋಗ್ಯ ಸುಧಾರಿಸುತ್ತದೆ. ಒತ್ತಡದ ಜೀವನದಲ್ಲಿ ಮನಸ್ಸಿನ ಶಾಂತಿಗೆ ಯೋಗ ಸಹಕಾರಿ ಎಂದು ಶ್ರೀಗಳು ಆಶೀರ್ವಚನ ನೀಡಿದರು. ಜೆಎಸ್‌ಎಸ್ ಸಂಸ್ಥೆಯ ಶಾಲಾ ಕಾಲೇಜುಗಳ ವಿದ್ಯಾರ್ಥಿಗಳು, ಶಿಕ್ಷಕರು ಹಾಗೂ ಸಿಬ್ಬಂದಿ ವರ್ಗದವರು ಯೋಗಾಸನ, ಪ್ರಾಣಾಯಾಮ ಹಾಗೂ ಧ್ಯಾನದಲ್ಲಿ ಭಾಗವಹಿಸಿದರು. ಯೋಗ ಶಿಕ್ಷಕರು ವಿವಿಧ ಆಸನಗಳ ಮಹತ್ವವನ್ನು ವಿವರಿಸಿದರು. ಸಾವಿರಾರು ವಿದ್ಯಾರ್ಥಿಗಳು ಏಕಕಾಲದಲ್ಲಿ ಯೋಗ ಪ್ರದರ್ಶನ ನೀಡಿ ಗಮನ ಸೆಳೆದರು. ಈ ಸಂದರ್ಭದಲ್ಲಿ ಸಂಸ್ಥೆಯ ಪದಾಧಿಕಾರಿಗಳು, ಪ್ರಾಂಶುಪಾಲರು ಹಾಗೂ ಗ್ರಾಮಸ್ಥರು ಉಪಸ್ಥಿತರಿದ್ದರು.: [6, 415, 228, 523]
- divider: [4, 844, 746, 846]
- road-pull-quote: [562, 110, 746, 234]
- protest-body: [6, 1220, 146, 1486]
- sidebar-news: [750, 62, 945, 1160]
- logo-left-text: ಸಂಜೆ: [760, 8, 787, 27]
- road-headline: ಹರದನಹಳ್ಳಿ ರಸ್ತೆ ಅಭಿವೃದ್ಧಿಗೆ ₹1.20ಕೋಟಿ : ರವಿಶಂಕರ್: [6, 66, 618, 102]
- yoga-peace-headline: ಯೋಗದಿಂದ ಮನಃಶಾಂತಿ: [6, 384, 187, 409]
- divider: [570, 1172, 571, 1488]
- protest-photo: [150, 1220, 390, 1396]
- road-photo: [190, 110, 558, 290]
- hostel-body: [238, 456, 406, 840]
- issue-day: ಸೋಮವಾರ: [790, 30, 826, 40]
- sidebar-headline-1b: 9 ಮಕ್ಕಳ ರಕ್ಷಣೆ: [759, 84, 827, 99]
- hostel-photo: [410, 458, 746, 582]
- protest-body-3: ಸ್ಥಳಕ್ಕೆ ಆಗಮಿಸಿದ ತಾಲ್ಲೂಕು ಪಂಚಾಯಿತಿ ಕಾರ್ಯನಿರ್ವಾಹಕ ಅಧಿಕಾರಿ ಪ್ರತಿಭಟನಾಕಾರರ ಸಮಸ್ಯೆ ಆಲಿಸಿದರು. ಜಲಜೀವನ್ ಮಿಷನ್ ಕಾಮಗಾರಿಯಲ್ಲಿ ಲೋಪವಾಗಿದ್ದು ಗ್ರಾಮಸ್ಥರಿಗೆ ಸಮರ್ಪಕ ನೀರು ಪೂರೈಕೆಯಾಗುತ್ತಿಲ್ಲ. ಜಮೀನುಗಳಿಗೆ ತೆರಳುವ ರಸ್ತೆಗಳು ಹದಗೆಟ್ಟಿವೆ ಎಂದು ಪ್ರತಿಭಟನಾಕಾರರು ದೂರಿದರು. ಪ್ರತಿಭಟನೆಯಲ್ಲಿ ರೈತ ಸಂಘದ ಜಿಲ್ಲಾಧ್ಯಕ್ಷ, ತಾಲ್ಲೂಕು ಅಧ್ಯಕ್ಷ, ಗೌರವಾಧ್ಯಕ್ಷ ಸೇರಿದಂತೆ ನೂರಾರು ರೈತರು ಭಾಗವಹಿಸಿದ್ದರು.: [394, 1221, 566, 1296]
- yoga-daily-headline-line2: ಅಳವಡಿಸಿಕೊಳ್ಳಲು ಎಡಿಸಿ ಕರೆ: [462, 885, 682, 911]
- yoga-daily-body-2: ನಿರ್ದೇಶಕರ ಕಚೇರಿ, ಜಿಲ್ಲಾ ಮಟ್ಟದ ಅಧಿಕಾರಿಗಳು ಹಾಗೂ ವಿದ್ಯಾರ್ಥಿಗಳು ಭಾಗವಹಿಸಿದ್ದರು. ಕ್ರೀಡಾ ವಸತಿ ನಿಲಯಗಳ ಪ್ರವೇಶಕ್ಕೆ ಅರ್ಜಿ ಆಹ್ವಾನ: 2024–25ನೇ ಸಾಲಿಗೆ ಕ್ರೀಡಾ ವಸತಿ ನಿಲಯಗಳಿಗೆ ಪ್ರವೇಶ ಪಡೆಯಲು ಅರ್ಹ ಕ್ರೀಡಾಪಟುಗಳಿಂದ ಅರ್ಜಿ ಆಹ್ವಾನಿಸಲಾಗಿದೆ. ಅಥ್ಲೆಟಿಕ್ಸ್, ವಾಲಿಬಾಲ್, ಬಾಸ್ಕೆಟ್ ಬಾಲ್, ಹಾಕಿ, ಕಬಡ್ಡಿ, ಖೋ-ಖೋ, ಫುಟ್ ಬಾಲ್ ಕ್ರೀಡೆಗಳಿಗೆ ಆಯ್ಕೆ ಪ್ರಕ್ರಿಯೆ ನಡೆಯಲಿದೆ. ಹೆಚ್ಚಿನ ಮಾಹಿತಿಗೆ ಸಹಾಯಕ ನಿರ್ದೇಶಕರು, ಜಿಲ್ಲಾ ಕ್ರೀಡಾಂಗಣ ದೂರವಾಣಿ ಸಂಖ್ಯೆ: 8494830078 ಸಂಪರ್ಕಿಸಬಹುದು ಎಂದು ಪ್ರಕಟಣೆ ತಿಳಿಸಿದೆ.: [574, 919, 746, 1016]
- road-body: [6, 108, 184, 370]
